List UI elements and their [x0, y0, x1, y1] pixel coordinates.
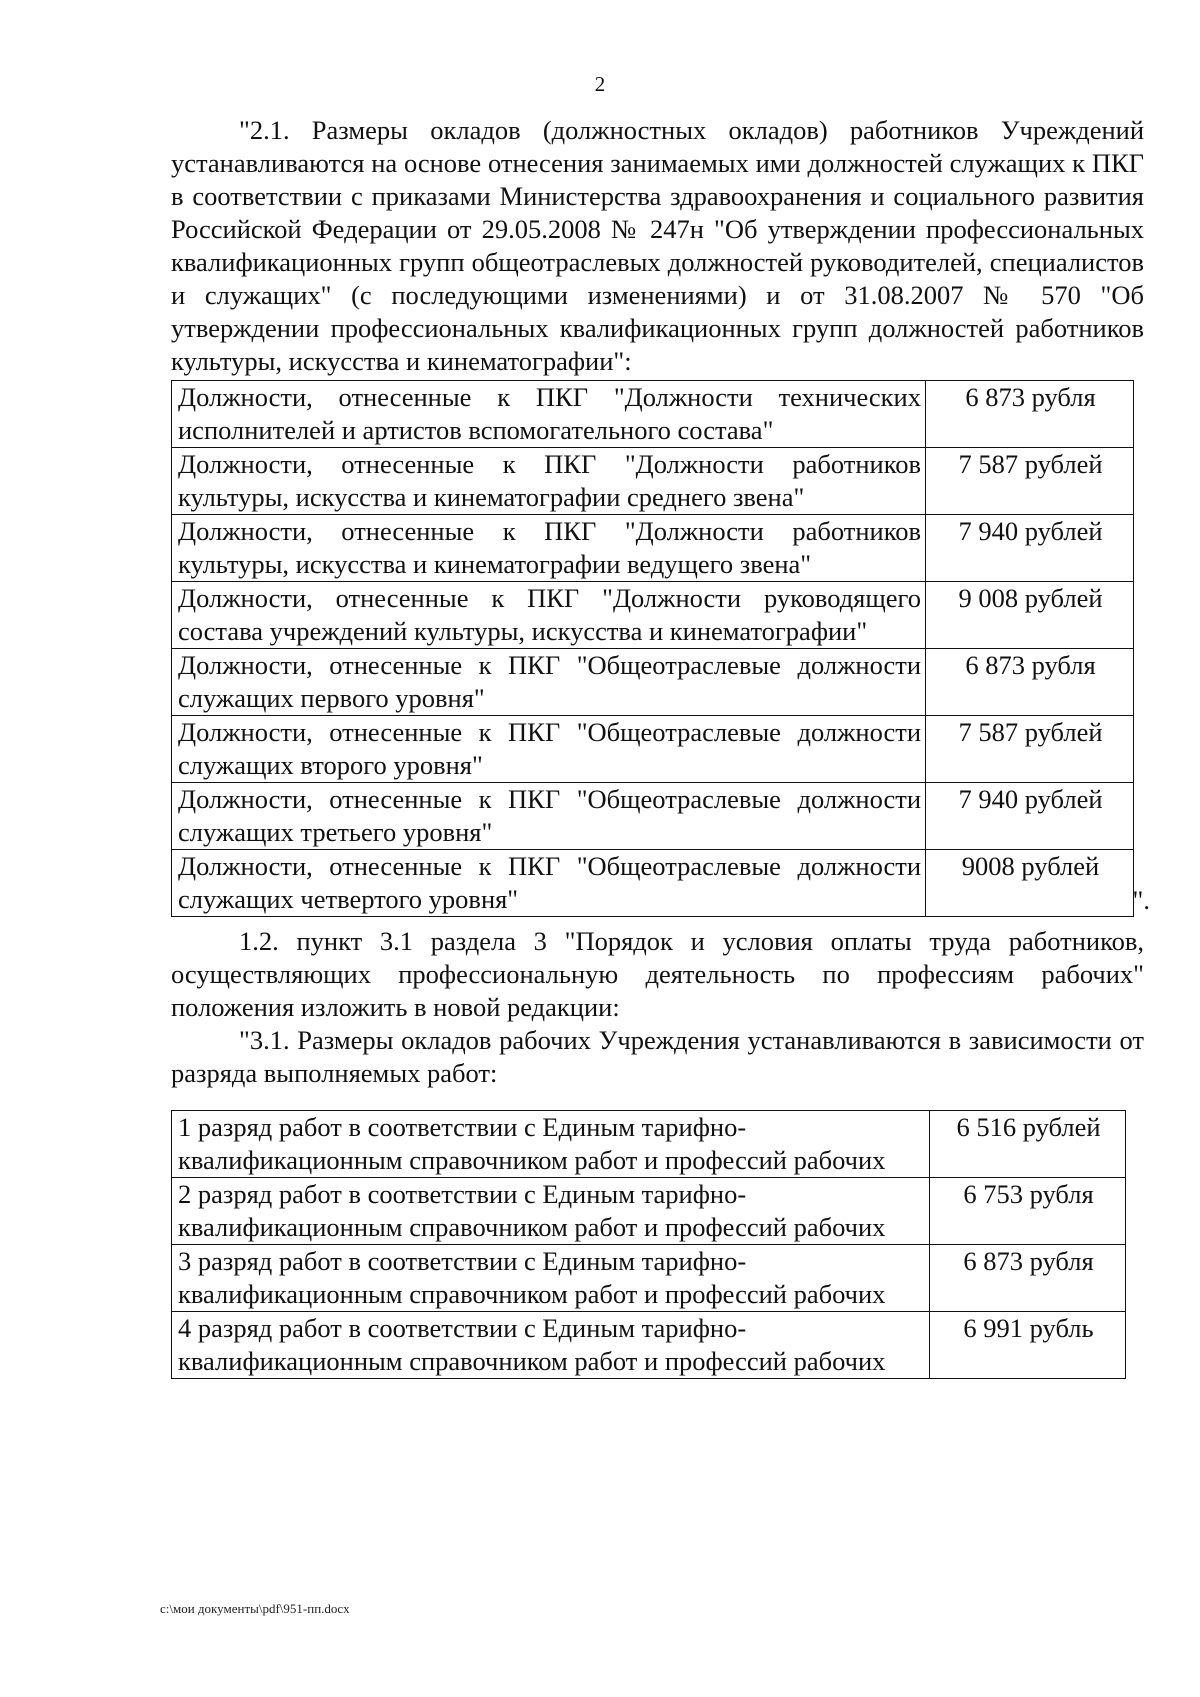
table-row	[172, 582, 1134, 649]
salary-cell: 9008 рублей	[926, 850, 1134, 917]
grade-cell: 1 разряд работ в соответствии с Единым тарифно-квалификационным справочником работ и профессий рабочих	[172, 1111, 930, 1178]
salary-table-wrapper	[171, 380, 1150, 917]
table-row	[172, 381, 1134, 448]
position-cell: Должности, отнесенные к ПКГ "Должности руководящего состава учреждений культуры, искусства и кинематографии"	[172, 582, 926, 649]
salary-cell: 6 991 рубль	[930, 1312, 1126, 1379]
closing-quote: ".	[1132, 885, 1150, 915]
salary-cell: 7 587 рублей	[926, 448, 1134, 515]
paragraph-2-1: "2.1. Размеры окладов (должностных окладов) работников Учреждений устанавливаются на основе отнесения занимаемых ими должностей служащих к ПКГ в соответствии с приказами Министерства здравоохранения и социального развития Российской Федерации от 29.05.2008 № 247н "Об утверждении профессиональных квалификационных групп общеотраслевых должностей руководителей, специалистов и служащих" (с последующими изменениями) и от 31.08.2007 № 570 "Об утверждении профессиональных квалификационных групп должностей работников культуры, искусства и кинематографии":	[171, 115, 1144, 376]
table-row	[172, 1178, 1126, 1245]
table-row	[172, 850, 1134, 917]
document-body	[171, 114, 1150, 1379]
salary-cell: 6 873 рубля	[930, 1245, 1126, 1312]
table-row	[172, 649, 1134, 716]
salary-cell: 7 940 рублей	[926, 783, 1134, 850]
grade-cell: 3 разряд работ в соответствии с Единым тарифно-квалификационным справочником работ и профессий рабочих	[172, 1245, 930, 1312]
page-number: 2	[594, 72, 606, 96]
table-row	[172, 716, 1134, 783]
salary-table-workers	[171, 1110, 1126, 1379]
salary-cell: 7 940 рублей	[926, 515, 1134, 582]
file-path-footer: c:\мои документы\pdf\951-пп.docx	[160, 1601, 350, 1616]
salary-cell: 7 587 рублей	[926, 716, 1134, 783]
grade-cell: 2 разряд работ в соответствии с Единым тарифно-квалификационным справочником работ и профессий рабочих	[172, 1178, 930, 1245]
table-row	[172, 1111, 1126, 1178]
salary-cell: 6 873 рубля	[926, 649, 1134, 716]
table-row	[172, 1312, 1126, 1379]
position-cell: Должности, отнесенные к ПКГ "Должности работников культуры, искусства и кинематографии ведущего звена"	[172, 515, 926, 582]
table-row	[172, 1245, 1126, 1312]
table-row	[172, 448, 1134, 515]
table-row	[172, 783, 1134, 850]
salary-cell: 6 873 рубля	[926, 381, 1134, 448]
table-row	[172, 515, 1134, 582]
position-cell: Должности, отнесенные к ПКГ "Общеотраслевые должности служащих третьего уровня"	[172, 783, 926, 850]
salary-cell: 6 753 рубля	[930, 1178, 1126, 1245]
salary-cell: 9 008 рублей	[926, 582, 1134, 649]
paragraph-3-1: "3.1. Размеры окладов рабочих Учреждения устанавливаются в зависимости от разряда выполняемых работ:	[171, 1025, 1144, 1088]
salary-cell: 6 516 рублей	[930, 1111, 1126, 1178]
position-cell: Должности, отнесенные к ПКГ "Должности работников культуры, искусства и кинематографии среднего звена"	[172, 448, 926, 515]
position-cell: Должности, отнесенные к ПКГ "Общеотраслевые должности служащих второго уровня"	[172, 716, 926, 783]
grade-cell: 4 разряд работ в соответствии с Единым тарифно-квалификационным справочником работ и профессий рабочих	[172, 1312, 930, 1379]
salary-table-positions	[171, 380, 1134, 917]
position-cell: Должности, отнесенные к ПКГ "Должности технических исполнителей и артистов вспомогательного состава"	[172, 381, 926, 448]
position-cell: Должности, отнесенные к ПКГ "Общеотраслевые должности служащих первого уровня"	[172, 649, 926, 716]
paragraph-1-2: 1.2. пункт 3.1 раздела 3 "Порядок и условия оплаты труда работников, осуществляющих профессиональную деятельность по профессиям рабочих" положения изложить в новой редакции:	[171, 926, 1144, 1022]
position-cell: Должности, отнесенные к ПКГ "Общеотраслевые должности служащих четвертого уровня"	[172, 850, 926, 917]
